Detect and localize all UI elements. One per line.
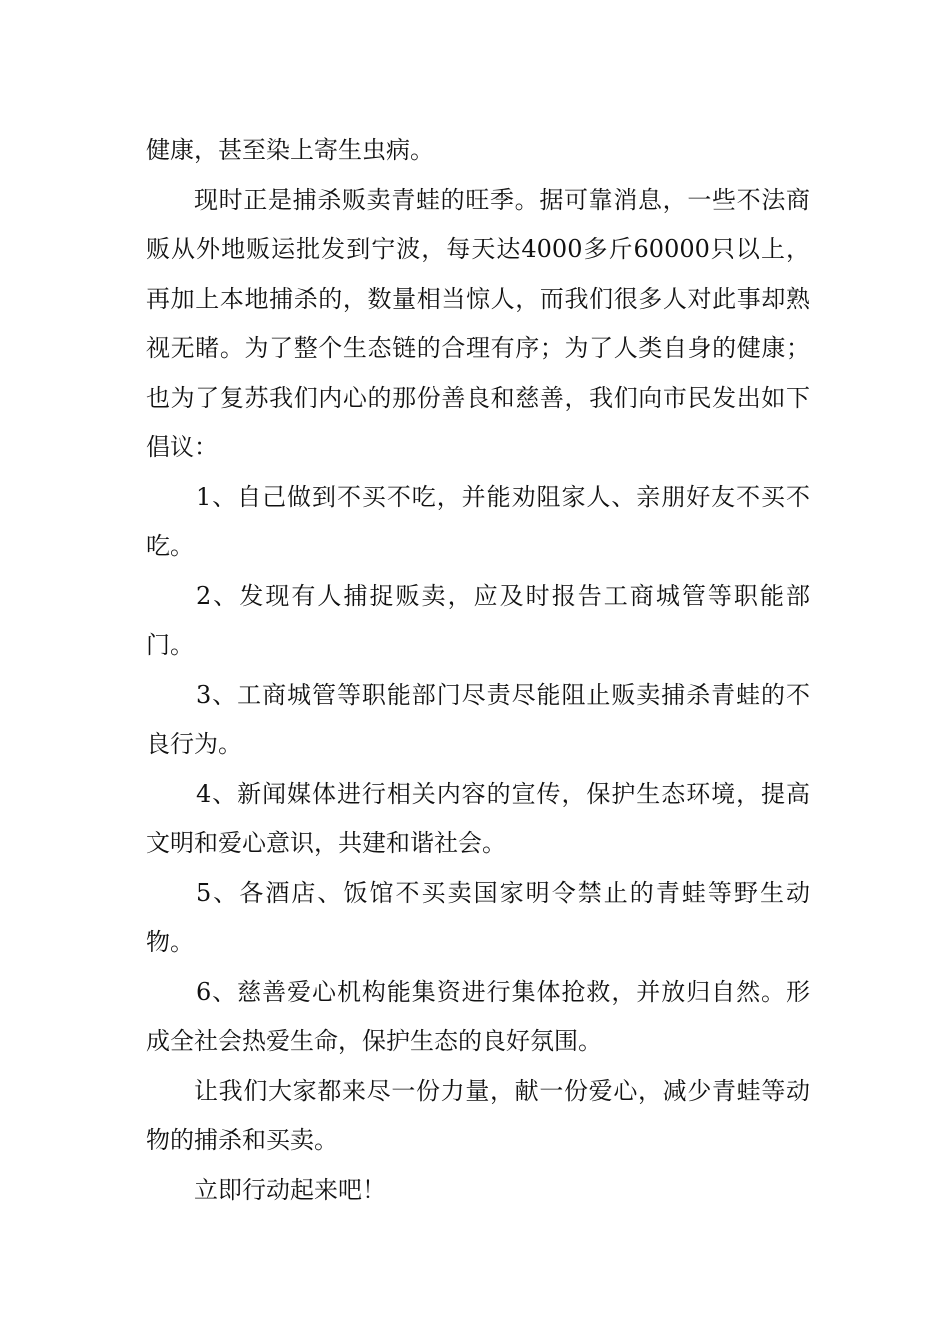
paragraph-7: 5、各酒店、饭馆不买卖国家明令禁止的青蛙等野生动物。 <box>146 878 810 956</box>
paragraph-3: 1、自己做到不买不吃，并能劝阻家人、亲朋好友不买不吃。 <box>146 482 810 560</box>
paragraph-9: 让我们大家都来尽一份力量，献一份爱心，减少青蛙等动物的捕杀和买卖。 <box>146 1076 810 1154</box>
paragraph-10: 立即行动起来吧！ <box>194 1175 386 1204</box>
paragraph-8: 6、慈善爱心机构能集资进行集体抢救，并放归自然。形成全社会热爱生命，保护生态的良好氛围。 <box>146 977 810 1055</box>
paragraph-1: 健康，甚至染上寄生虫病。 <box>146 136 434 164</box>
paragraph-6: 4、新闻媒体进行相关内容的宣传，保护生态环境，提高文明和爱心意识，共建和谐社会。 <box>146 779 810 857</box>
paragraph-5: 3、工商城管等职能部门尽责尽能阻止贩卖捕杀青蛙的不良行为。 <box>146 680 810 758</box>
document-body <box>146 126 810 1215</box>
paragraph-4: 2、发现有人捕捉贩卖，应及时报告工商城管等职能部门。 <box>146 581 810 659</box>
paragraph-2: 现时正是捕杀贩卖青蛙的旺季。据可靠消息，一些不法商贩从外地贩运批发到宁波，每天达4000多斤60000只以上，再加上本地捕杀的，数量相当惊人，而我们很多人对此事却熟视无睹。为了整个生态链的合理有序；为了人类自身的健康；也为了复苏我们内心的那份善良和慈善，我们向市民发出如下倡议： <box>146 185 810 461</box>
